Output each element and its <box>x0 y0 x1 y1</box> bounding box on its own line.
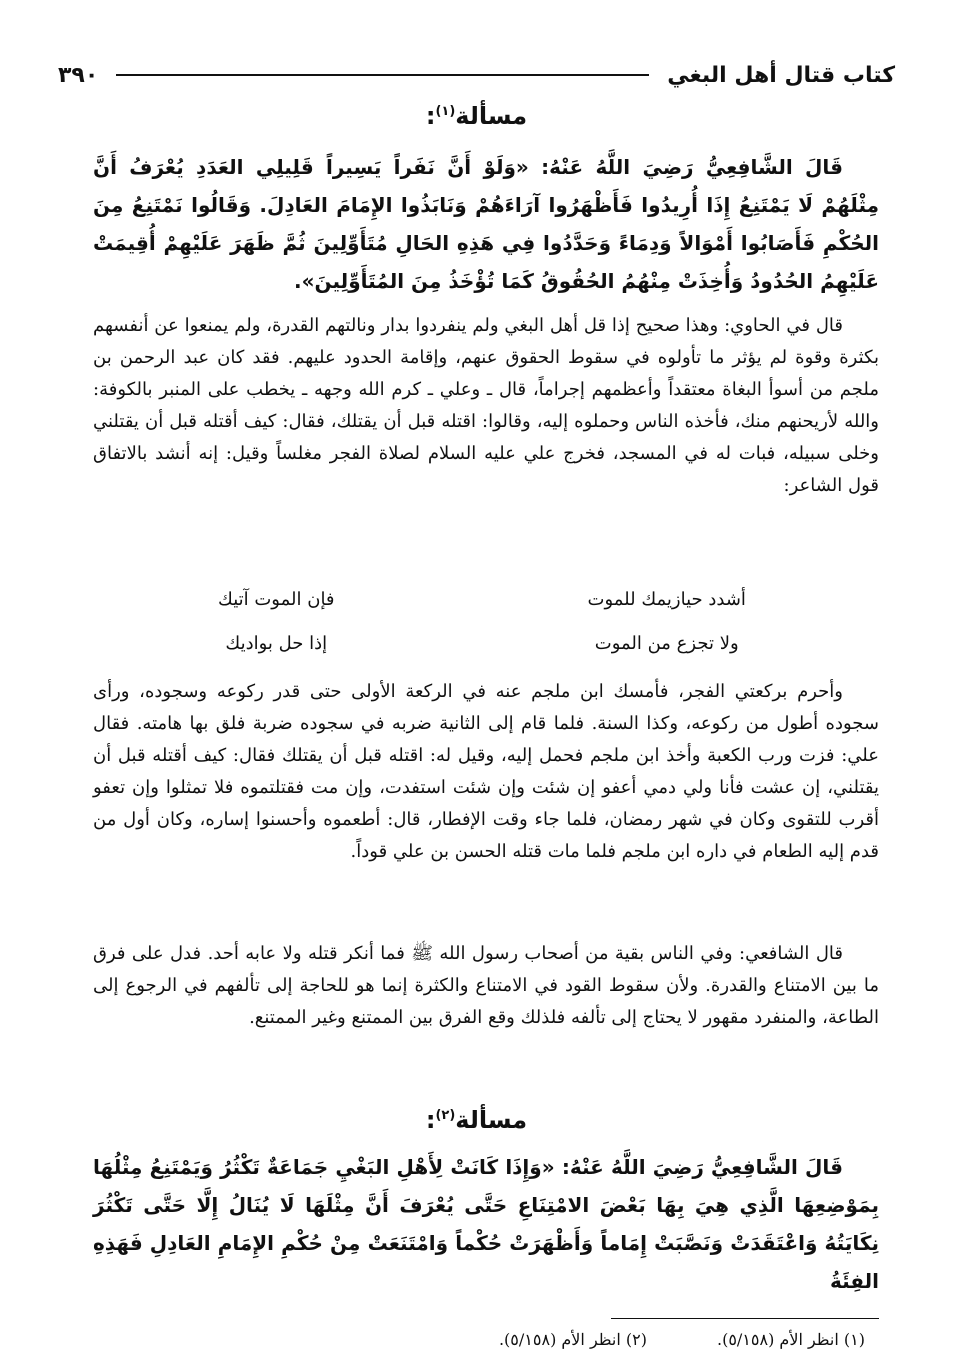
section-1-para-2 <box>93 676 879 868</box>
section-1-heading-text: مسألة <box>455 102 528 130</box>
paragraph-text: وأحرم بركعتي الفجر، فأمسك ابن ملجم عنه في الركعة الأولى حتى قدر ركوعه وسجوده، ورأى سجوده أطول من ركوعه، وكذا السنة. فلما قام إلى الثانية ضربه في سجوده ضربة فلق بها هامته. فقال علي: فزت ورب الكعبة وأخذ ابن ملجم فحمل إليه، وقيل له: اقتله قبل أن يقتلك فقال: كيف أقتله قبل أن يقتلني، إن عشت فأنا ولي دمي أعفو إن شئت وإن شئت استفدت، وإن مت فقتلتموه فلا تمثلوا وإن تعفو أقرب للتقوى وكان في شهر رمضان، فلما جاء وقت الإفطار، قال: أطعموه وأحسنوا إساره، وكان أول من قدم إليه الطعام في داره ابن ملجم فلما مات قتله الحسن بن علي قوداً. <box>93 681 879 862</box>
verse-line-1 <box>110 584 833 616</box>
page-number: ٣٩٠ <box>58 62 99 88</box>
section-1-quote <box>93 148 879 300</box>
verse-line-2 <box>110 628 833 660</box>
section-2-footnote-ref[interactable]: (٢) <box>435 1108 456 1123</box>
footnotes <box>200 1328 865 1352</box>
header-rule <box>116 74 649 76</box>
section-2-quote <box>93 1148 879 1300</box>
section-1-para-1 <box>93 310 879 502</box>
verse-2-second-hemistich: إذا حل بواديك <box>225 633 328 654</box>
verse-1-second-hemistich: فإن الموت آتيك <box>218 589 335 610</box>
running-header <box>58 58 895 92</box>
paragraph-text: قال الشافعي: وفي الناس بقية من أصحاب رسول الله ﷺ فما أنكر قتله ولا عابه أحد. فدل على فرق ما بين الامتناع والقدرة. ولأن سقوط القود في الامتناع والكثرة إنما هو للحاجة إلى تألفهم في الرجوع إلى الطاعة، والمنفرد مقهور لا يحتاج إلى تألفه فلذلك وقع الفرق بين الممتنع وغير الممتنع. <box>93 943 879 1028</box>
section-1-heading <box>58 96 895 132</box>
section-1-quote-text: قَالَ الشَّافِعِيُّ رَضِيَ اللَّهُ عَنْهُ: «وَلَوْ أَنَّ نَفَراً يَسِيراً قَلِيلِي العَدَدِ يُعْرَفُ أَنَّ مِثْلَهُمْ لَا يَمْتَنِعُ إِذَا أُرِيدُوا فَأَظْهَرُوا آرَاءَهُمْ وَنَابَذُوا الإِمَامَ العَادِلَ. وَقَالُوا نَمْتَنِعُ مِنَ الحُكْمِ فَأَصَابُوا أَمْوَالاً وَدِمَاءً وَحَدَّدُوا فِي هَذِهِ الحَالِ مُتَأَوِّلِينَ ثُمَّ ظَهَرَ عَلَيْهِمْ أُقِيمَتْ عَلَيْهِمُ الحُدُودُ وَأُخِذَتْ مِنْهُمُ الحُقُوقُ كَمَا تُؤْخَذُ مِنَ المُتَأَوِّلِينَ». <box>93 155 879 293</box>
chapter-title: كتاب قتال أهل البغي <box>667 62 895 88</box>
verse-2-first-hemistich: ولا تجزع من الموت <box>594 633 739 654</box>
section-1-para-3 <box>93 938 879 1034</box>
section-2-quote-text: قَالَ الشَّافِعِيُّ رَضِيَ اللَّهُ عَنْهُ: «وَإِذَا كَانَتْ لِأَهْلِ البَغْيِ جَمَاعَةٌ تَكْثُرُ وَيَمْتَنِعُ مِثْلُهَا بِمَوْضِعِهَا الَّذِي هِيَ بِهَا بَعْضَ الامْتِنَاعِ حَتَّى يُعْرَفَ أَنَّ مِثْلَهَا لَا يُنَالُ إِلَّا حَتَّى تَكْثُرَ نِكَايَتُهُ وَاعْتَقَدَتْ وَنَصَّبَتْ إِمَاماً وَأَظْهَرَتْ حُكْماً وَامْتَنَعَتْ مِنْ حُكْمِ الإِمَامِ العَادِلِ فَهَذِهِ الفِئَةُ <box>93 1155 879 1293</box>
section-2-heading <box>58 1100 895 1136</box>
footnote-separator <box>611 1318 879 1319</box>
paragraph-text: قال في الحاوي: وهذا صحيح إذا قل أهل البغي ولم ينفردوا بدار ونالتهم القدرة، ولم يمنعوا عن أنفسهم بكثرة وقوة لم يؤثر ما تأولوه في سقوط الحقوق عنهم، وإقامة الحدود عليهم. فقد كان عبد الرحمن بن ملجم من أسوأ البغاة معتقداً وأعظمهم إجراماً، قال ـ وعلي ـ كرم الله وجهه ـ يخطب على المنبر بالكوفة: والله لأريحنهم منك، فأخذه الناس وحملوه إليه، وقالوا: اقتله قبل أن يقتلك، فقال: كيف أقتله قبل أن يقتلني وخلى سبيله، فبات له في المسجد، فخرج علي عليه السلام لصلاة الفجر مغلساً وقيل: إنه أنشد بالاتفاق قول الشاعر: <box>93 315 879 496</box>
section-2-heading-colon: : <box>425 1106 436 1134</box>
verse-1-first-hemistich: أشدد حيازيمك للموت <box>587 589 746 610</box>
section-1-heading-colon: : <box>425 102 436 130</box>
section-2-heading-text: مسألة <box>455 1106 528 1134</box>
footnote-2: (٢) انظر الأم (٥/١٥٨). <box>498 1330 647 1349</box>
section-1-footnote-ref[interactable]: (١) <box>435 104 456 119</box>
footnote-1: (١) انظر الأم (٥/١٥٨). <box>716 1330 865 1349</box>
